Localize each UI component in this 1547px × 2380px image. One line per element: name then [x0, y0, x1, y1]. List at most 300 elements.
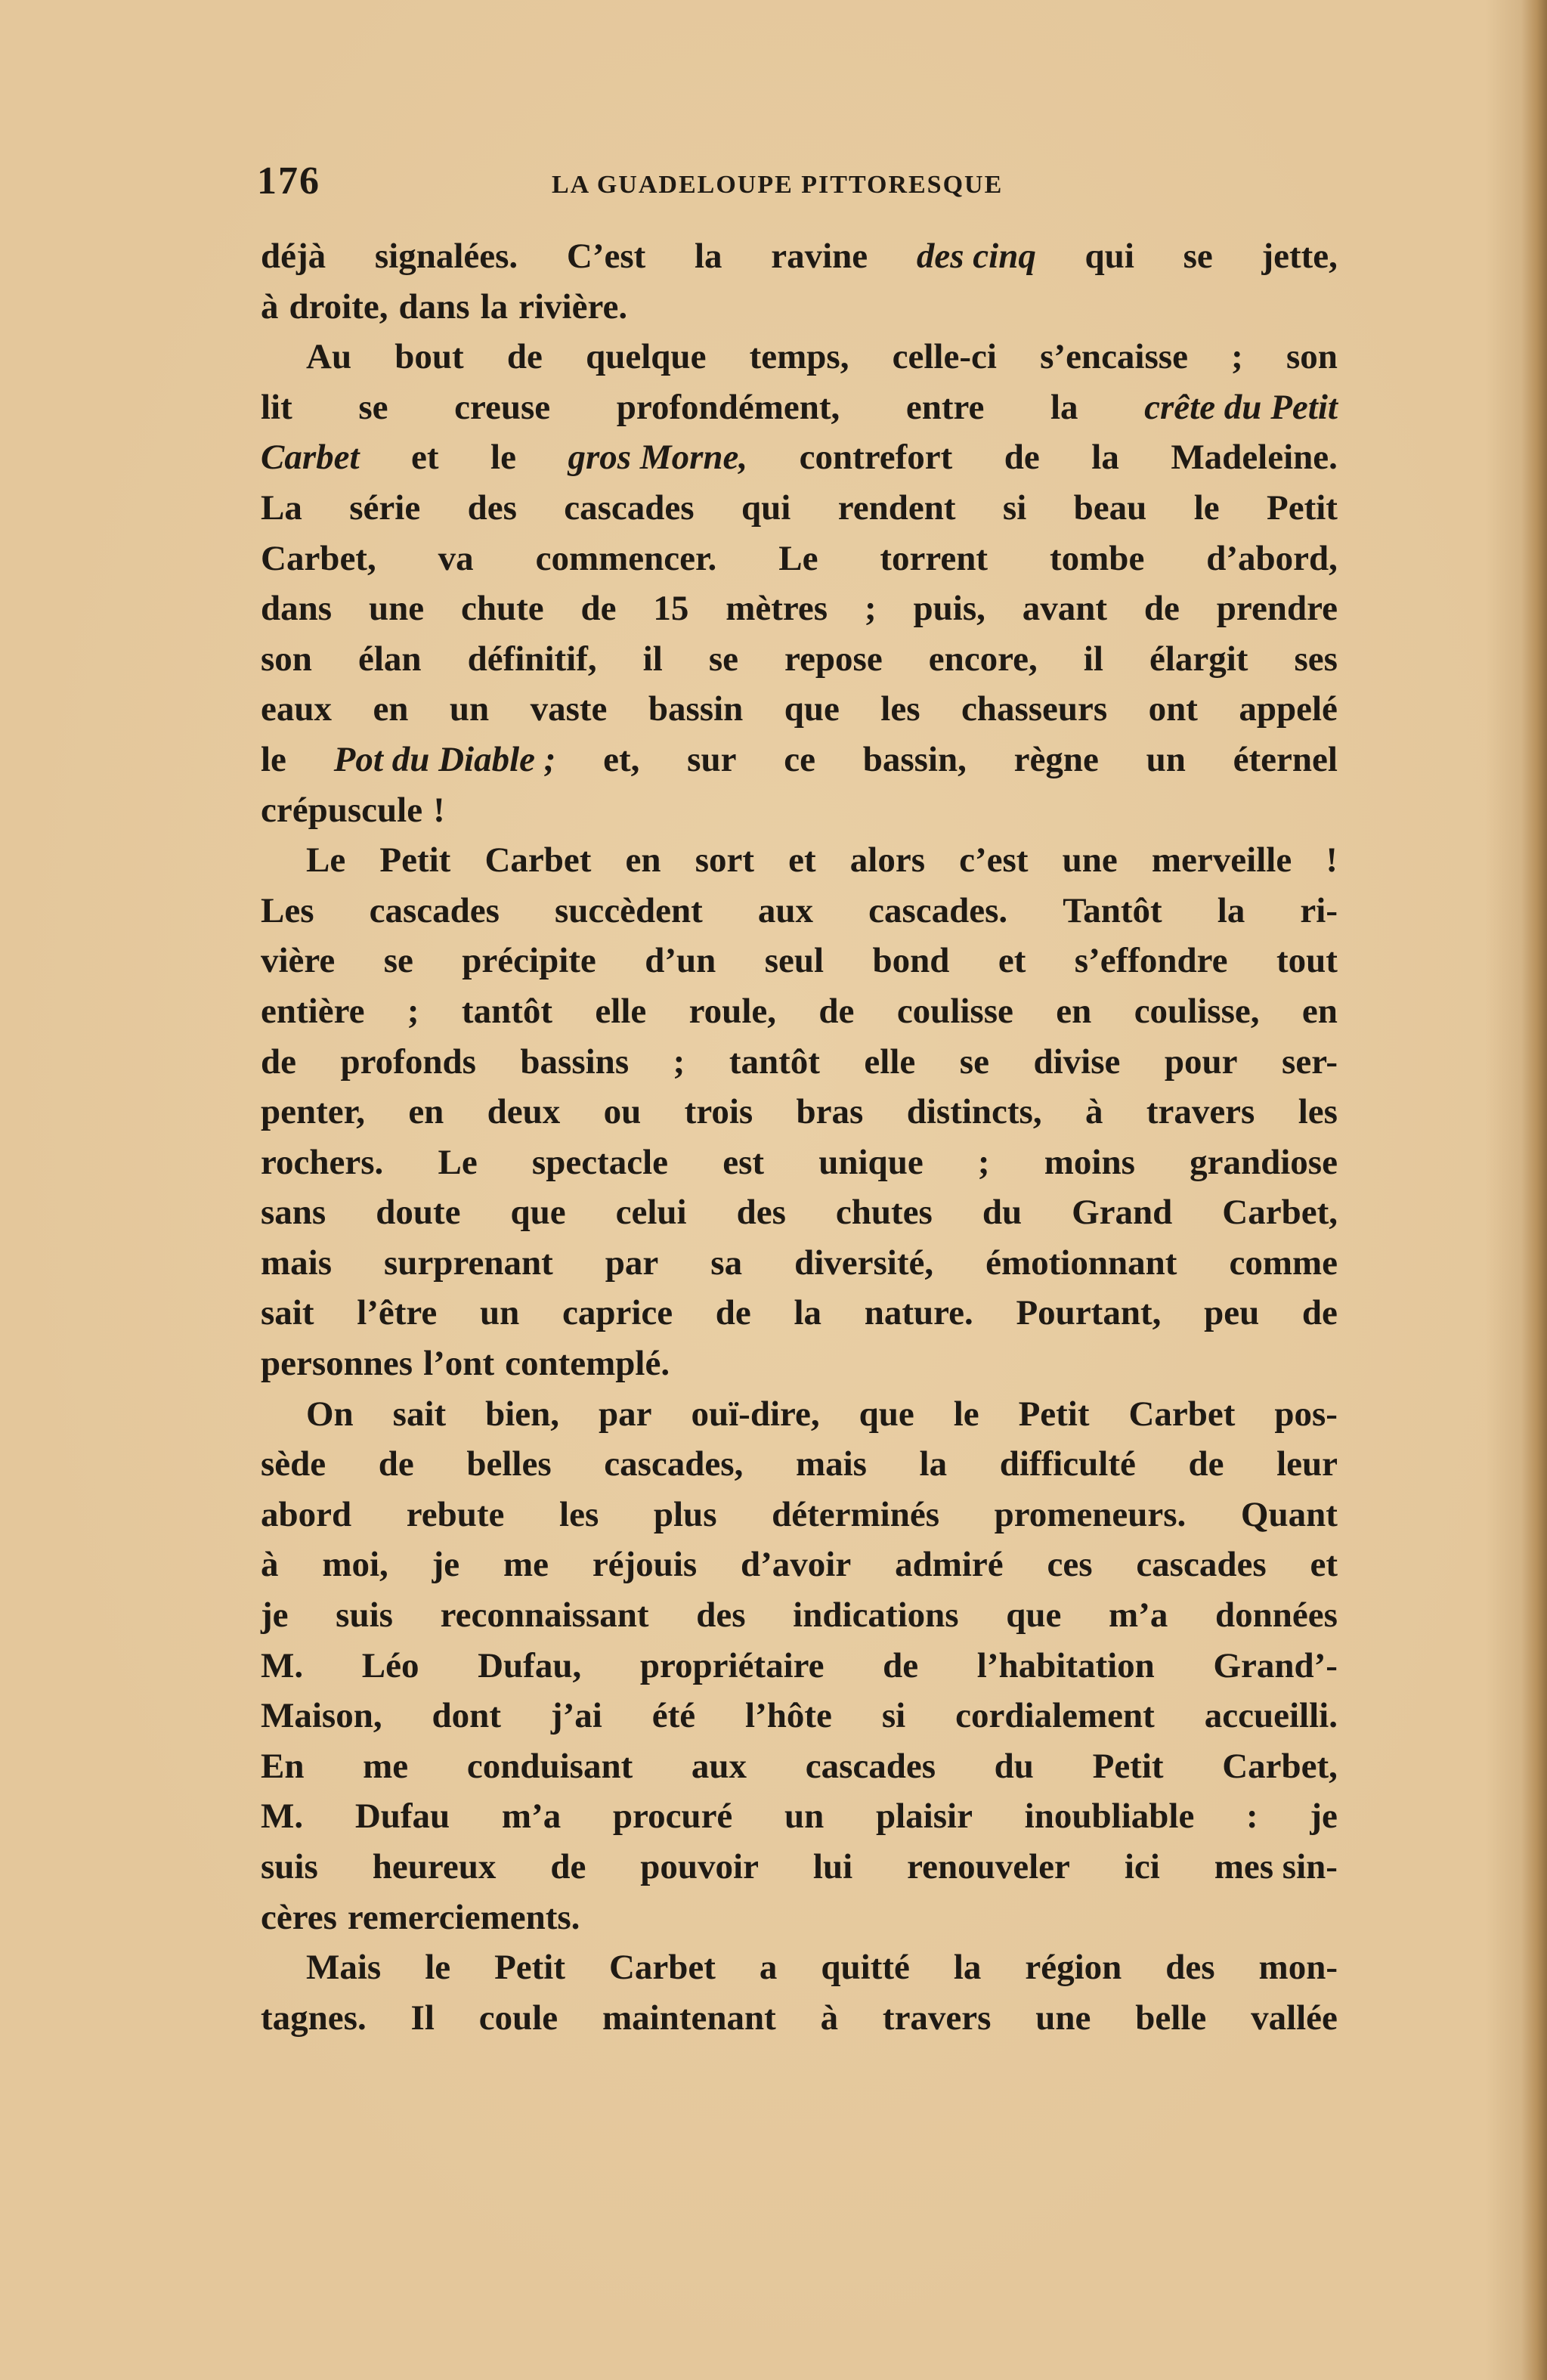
word: me: [503, 1545, 549, 1585]
word: en: [373, 689, 409, 729]
word: mes sin-: [1214, 1847, 1338, 1886]
word: ouï-dire,: [691, 1394, 820, 1434]
word: travers: [1146, 1092, 1255, 1132]
word: Dufau,: [478, 1645, 582, 1685]
word: repose: [784, 639, 883, 679]
word: ou: [603, 1092, 642, 1132]
word: de: [883, 1645, 919, 1685]
word: ;: [864, 589, 877, 629]
word: Carbet: [1128, 1394, 1236, 1434]
word: eaux: [261, 689, 332, 729]
word: m’a: [501, 1797, 562, 1837]
word: chasseurs: [961, 689, 1108, 729]
word: du: [994, 1746, 1034, 1786]
word: est: [722, 1142, 765, 1182]
word: ici: [1124, 1847, 1160, 1886]
word: heureux: [372, 1847, 497, 1886]
word: cordialement: [955, 1696, 1155, 1736]
word: droite,: [289, 286, 388, 327]
text-line: [261, 231, 1338, 282]
page-number: 176: [257, 159, 320, 203]
word: doute: [376, 1193, 461, 1233]
word: sa: [710, 1243, 743, 1283]
text-line: [261, 1993, 1338, 2044]
word: travers: [882, 1998, 992, 2038]
word: le: [425, 1948, 451, 1988]
word: les: [880, 689, 920, 729]
text-line: [261, 1037, 1338, 1088]
word: spectacle: [531, 1142, 668, 1182]
word: admiré: [895, 1545, 1004, 1585]
word: dans: [261, 589, 333, 629]
word: puis,: [913, 589, 985, 629]
word: propriétaire: [639, 1645, 825, 1685]
word: de: [1004, 438, 1040, 478]
word: Le: [778, 538, 818, 578]
word: les: [1298, 1092, 1338, 1132]
word: Pot du Diable ;: [333, 739, 556, 779]
word: sort: [695, 840, 754, 881]
word: quelque: [586, 337, 707, 377]
word: leur: [1276, 1444, 1338, 1484]
word: de: [1143, 589, 1180, 629]
word: Pourtant,: [1016, 1293, 1162, 1333]
word: cascades: [564, 487, 695, 528]
word: beau: [1073, 487, 1147, 528]
word: entre: [905, 387, 985, 427]
word: son: [261, 639, 312, 679]
word: Au: [306, 337, 352, 377]
word: la: [953, 1948, 982, 1988]
word: Dufau: [354, 1797, 450, 1837]
word: l’habitation: [976, 1645, 1155, 1685]
word: de: [715, 1293, 751, 1333]
word: sans: [261, 1193, 326, 1233]
word: se: [358, 387, 388, 427]
word: des: [696, 1595, 746, 1636]
word: élan: [357, 639, 422, 679]
word: je: [432, 1545, 460, 1585]
word: des cinq: [916, 237, 1036, 276]
word: la: [1050, 387, 1078, 427]
word: je: [1310, 1797, 1338, 1837]
word: Quant: [1240, 1494, 1338, 1534]
word: plaisir: [875, 1797, 973, 1837]
word: et: [998, 941, 1026, 981]
word: précipite: [462, 941, 596, 981]
word: règne: [1013, 739, 1099, 779]
word: vière: [261, 941, 336, 981]
word: plus: [653, 1494, 717, 1534]
word: ont: [1148, 689, 1198, 729]
word: contrefort: [799, 438, 953, 478]
word: abord: [261, 1494, 352, 1534]
text-line: [261, 785, 1338, 836]
page-header: [257, 159, 1338, 212]
word: se: [1183, 237, 1213, 276]
word: déjà: [261, 237, 326, 276]
text-line: [261, 936, 1338, 986]
word: en: [1056, 991, 1092, 1031]
word: et,: [603, 739, 640, 779]
word: le: [1193, 487, 1220, 528]
word: qui: [1084, 237, 1134, 276]
word: une: [368, 589, 425, 629]
word: à: [820, 1998, 839, 2038]
word: de: [378, 1444, 414, 1484]
word: et: [1310, 1545, 1338, 1585]
word: sur: [687, 739, 737, 779]
word: Petit: [379, 840, 451, 881]
word: s’effondre: [1074, 941, 1228, 981]
text-line: [261, 1339, 1338, 1389]
word: lui: [812, 1847, 853, 1886]
word: mon-: [1258, 1948, 1338, 1988]
word: ;: [977, 1142, 990, 1182]
word: Carbet,: [261, 538, 376, 578]
word: Petit: [1267, 487, 1338, 528]
word: surprenant: [384, 1243, 553, 1283]
word: ri-: [1300, 890, 1338, 930]
word: des: [736, 1193, 786, 1233]
word: divise: [1033, 1041, 1121, 1082]
text-line: [261, 735, 1338, 785]
word: ses: [1294, 639, 1338, 679]
word: Madeleine.: [1171, 438, 1338, 478]
word: Petit: [1018, 1394, 1090, 1434]
word: En: [261, 1746, 305, 1786]
text-line: [261, 382, 1338, 433]
word: rivière.: [518, 286, 628, 327]
word: commencer.: [535, 538, 717, 578]
word: temps,: [749, 337, 849, 377]
word: mais: [261, 1243, 332, 1283]
word: une: [1062, 840, 1118, 881]
text-line: [261, 1942, 1338, 1993]
word: il: [642, 639, 663, 679]
word: des: [467, 487, 517, 528]
word: un: [449, 689, 490, 729]
word: région: [1025, 1948, 1122, 1988]
word: un: [784, 1797, 825, 1837]
word: conduisant: [466, 1746, 633, 1786]
text-line: [261, 886, 1338, 936]
word: contemplé.: [505, 1344, 670, 1384]
word: ;: [1231, 337, 1243, 377]
word: que: [784, 689, 840, 729]
word: dont: [432, 1696, 501, 1736]
word: vaste: [530, 689, 608, 729]
word: par: [599, 1394, 652, 1434]
word: signalées.: [374, 237, 518, 276]
word: accueilli.: [1204, 1696, 1338, 1736]
word: tantôt: [461, 991, 553, 1031]
word: roule,: [688, 991, 776, 1031]
word: ;: [673, 1041, 685, 1082]
word: un: [1146, 739, 1186, 779]
word: et: [788, 840, 816, 881]
word: gros Morne,: [568, 438, 748, 478]
text-line: [261, 1691, 1338, 1741]
word: distincts,: [906, 1092, 1042, 1132]
text-line: [261, 1741, 1338, 1792]
word: définitif,: [467, 639, 597, 679]
word: celle-ci: [892, 337, 997, 377]
word: Carbet: [261, 438, 360, 478]
word: la: [1091, 438, 1119, 478]
text-line: [261, 634, 1338, 685]
text-line: [261, 1137, 1338, 1188]
word: émotionnant: [985, 1243, 1177, 1283]
word: mètres: [726, 589, 828, 629]
word: personnes: [261, 1344, 413, 1384]
word: lit: [261, 387, 292, 427]
word: mais: [795, 1444, 867, 1484]
word: cères: [261, 1897, 337, 1937]
word: bout: [394, 337, 464, 377]
word: elle: [595, 991, 647, 1031]
text-line: [261, 1490, 1338, 1540]
page-edge-shadow: [1521, 0, 1547, 2380]
word: Grand: [1072, 1193, 1173, 1233]
word: le: [261, 739, 286, 779]
word: qui: [741, 487, 791, 528]
text-line: [261, 1238, 1338, 1289]
word: chutes: [835, 1193, 933, 1233]
word: promeneurs.: [994, 1494, 1187, 1534]
text-line: [261, 583, 1338, 634]
word: de: [506, 337, 543, 377]
word: aux: [691, 1746, 747, 1786]
word: avant: [1022, 589, 1108, 629]
word: Tantôt: [1063, 890, 1162, 930]
word: celui: [615, 1193, 687, 1233]
word: creuse: [454, 387, 551, 427]
word: son: [1286, 337, 1338, 377]
text-line: [261, 1540, 1338, 1590]
word: à: [261, 286, 279, 327]
text-line: [261, 1389, 1338, 1440]
word: Mais: [306, 1948, 382, 1988]
word: pouvoir: [640, 1847, 759, 1886]
word: cascades: [369, 890, 500, 930]
text-line: [261, 1791, 1338, 1842]
word: coulisse: [896, 991, 1013, 1031]
word: bien,: [485, 1394, 560, 1434]
word: l’hôte: [745, 1696, 832, 1736]
text-line: [261, 1439, 1338, 1490]
word: Carbet,: [1222, 1193, 1338, 1233]
word: coulisse,: [1134, 991, 1260, 1031]
word: quitté: [821, 1948, 910, 1988]
word: et: [411, 438, 439, 478]
word: cascades.: [868, 890, 1008, 930]
word: que: [859, 1394, 914, 1434]
word: profonds: [340, 1041, 476, 1082]
word: M.: [261, 1797, 304, 1837]
word: élargit: [1149, 639, 1248, 679]
word: coule: [478, 1998, 558, 2038]
word: crête du Petit: [1144, 387, 1338, 427]
word: il: [1083, 639, 1103, 679]
word: se: [383, 941, 413, 981]
word: la: [794, 1293, 822, 1333]
word: l’être: [357, 1293, 438, 1333]
word: suis: [336, 1595, 393, 1636]
word: éternel: [1233, 739, 1338, 779]
word: aux: [757, 890, 813, 930]
word: l’ont: [423, 1344, 495, 1384]
word: de: [818, 991, 855, 1031]
word: prendre: [1216, 589, 1338, 629]
word: Carbet: [484, 840, 592, 881]
word: à: [1084, 1092, 1103, 1132]
word: deux: [487, 1092, 561, 1132]
word: Grand’-: [1213, 1645, 1338, 1685]
word: sait: [392, 1394, 447, 1434]
word: tout: [1276, 941, 1338, 981]
word: la: [919, 1444, 948, 1484]
word: de: [580, 589, 617, 629]
word: seul: [764, 941, 825, 981]
text-line: [261, 835, 1338, 886]
word: Les: [261, 890, 314, 930]
word: de: [1188, 1444, 1224, 1484]
word: appelé: [1239, 689, 1338, 729]
word: se: [708, 639, 738, 679]
word: le: [953, 1394, 979, 1434]
word: suis: [261, 1847, 318, 1886]
text-line: [261, 1641, 1338, 1691]
word: s’encaisse: [1040, 337, 1188, 377]
word: cascades: [805, 1746, 936, 1786]
word: caprice: [562, 1293, 673, 1333]
word: diversité,: [794, 1243, 934, 1283]
word: se: [959, 1041, 989, 1082]
word: torrent: [880, 538, 989, 578]
word: crépuscule: [261, 790, 423, 830]
word: réjouis: [592, 1545, 698, 1585]
word: rochers.: [261, 1142, 384, 1182]
word: bassin: [648, 689, 744, 729]
word: peu: [1204, 1293, 1260, 1333]
word: d’un: [645, 941, 716, 981]
word: le: [490, 438, 516, 478]
word: Petit: [1092, 1746, 1164, 1786]
word: La: [261, 487, 302, 528]
word: :: [1246, 1797, 1258, 1837]
word: en: [408, 1092, 444, 1132]
word: inoubliable: [1024, 1797, 1195, 1837]
word: bassins: [520, 1041, 630, 1082]
word: rendent: [837, 487, 956, 528]
text-line: [261, 1288, 1338, 1339]
word: que: [1006, 1595, 1062, 1636]
word: m’a: [1109, 1595, 1168, 1636]
word: On: [306, 1394, 354, 1434]
word: pos-: [1274, 1394, 1338, 1434]
word: comme: [1229, 1243, 1338, 1283]
word: de: [1301, 1293, 1338, 1333]
word: entière: [261, 991, 365, 1031]
word: bras: [796, 1092, 864, 1132]
word: vallée: [1251, 1998, 1338, 2038]
word: la: [694, 237, 722, 276]
word: !: [433, 790, 445, 830]
text-line: [261, 1590, 1338, 1641]
text-line: [261, 534, 1338, 584]
word: un: [479, 1293, 520, 1333]
word: j’ai: [550, 1696, 602, 1736]
word: !: [1326, 840, 1338, 881]
word: je: [261, 1595, 289, 1636]
word: Carbet,: [1222, 1746, 1338, 1786]
word: cascades,: [604, 1444, 744, 1484]
word: bassin,: [862, 739, 967, 779]
word: encore,: [928, 639, 1038, 679]
text-line: [261, 684, 1338, 735]
word: Maison,: [261, 1696, 382, 1736]
word: alors: [849, 840, 926, 881]
word: remerciements.: [347, 1897, 580, 1937]
word: de: [261, 1041, 296, 1082]
text-line: [261, 1842, 1338, 1893]
word: M.: [261, 1645, 304, 1685]
word: Petit: [494, 1948, 566, 1988]
word: chute: [460, 589, 544, 629]
word: Carbet: [608, 1948, 716, 1988]
word: belle: [1135, 1998, 1207, 2038]
word: a: [759, 1948, 778, 1988]
word: reconnaissant: [440, 1595, 649, 1636]
word: si: [1002, 487, 1027, 528]
word: va: [438, 538, 474, 578]
word: à: [261, 1545, 279, 1585]
word: Léo: [361, 1645, 419, 1685]
word: moi,: [322, 1545, 388, 1585]
word: tombe: [1050, 538, 1145, 578]
word: d’avoir: [741, 1545, 852, 1585]
word: en: [625, 840, 661, 881]
word: belles: [466, 1444, 552, 1484]
word: des: [1165, 1948, 1215, 1988]
word: d’abord,: [1206, 538, 1338, 578]
word: en: [1301, 991, 1338, 1031]
word: difficulté: [999, 1444, 1136, 1484]
word: ravine: [771, 237, 868, 276]
word: tantôt: [729, 1041, 820, 1082]
word: ;: [407, 991, 419, 1031]
word: du: [982, 1193, 1023, 1233]
word: été: [651, 1696, 696, 1736]
word: indications: [793, 1595, 959, 1636]
word: c’est: [959, 840, 1029, 881]
word: série: [349, 487, 421, 528]
word: par: [605, 1243, 659, 1283]
word: Le: [438, 1142, 478, 1182]
text-line: [261, 432, 1338, 483]
word: la: [480, 286, 509, 327]
running-title: LA GUADELOUPE PITTORESQUE: [552, 171, 1004, 199]
word: succèdent: [554, 890, 703, 930]
body-text: [261, 231, 1338, 2043]
word: la: [1217, 890, 1245, 930]
text-line: [261, 332, 1338, 382]
word: rebute: [406, 1494, 505, 1534]
word: trois: [684, 1092, 753, 1132]
word: moins: [1044, 1142, 1135, 1182]
word: que: [510, 1193, 566, 1233]
